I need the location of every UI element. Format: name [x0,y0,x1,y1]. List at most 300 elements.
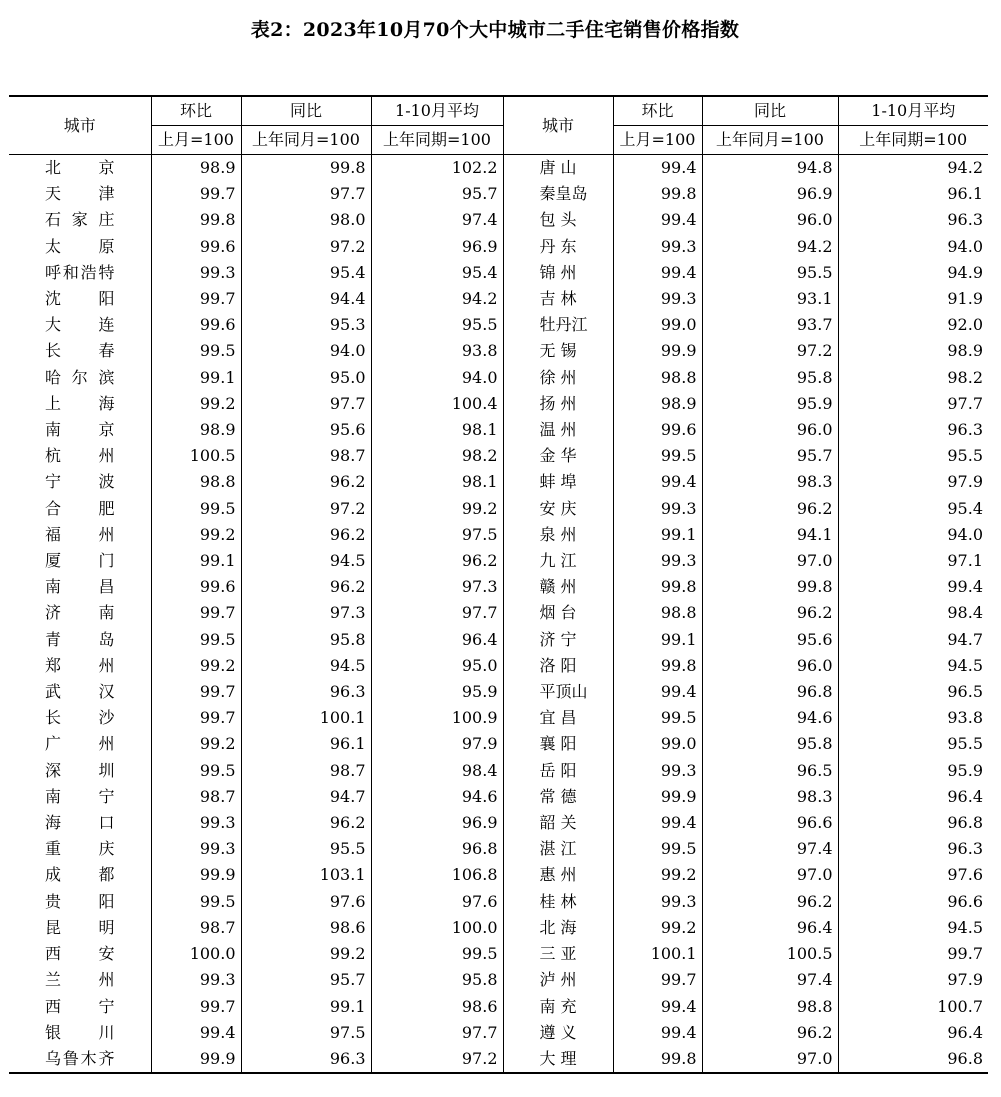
city-name-cell: 韶关 [503,810,613,836]
ytd-base-header-right: 上年同期=100 [838,126,988,155]
city-name-cell: 泉州 [503,522,613,548]
yoy-value-cell: 96.6 [702,810,838,836]
mom-base-header-left: 上月=100 [151,126,241,155]
yoy-value-cell: 103.1 [241,862,371,888]
table-row [9,994,988,1020]
table-row [9,653,988,679]
ytd-value-cell: 97.3 [371,574,503,600]
table-row [9,758,988,784]
yoy-value-cell: 94.0 [241,338,371,364]
mom-value-cell: 99.1 [151,365,241,391]
mom-value-cell: 99.7 [151,181,241,207]
ytd-value-cell: 96.8 [838,1046,988,1073]
yoy-value-cell: 95.6 [702,627,838,653]
mom-base-header-right: 上月=100 [613,126,702,155]
yoy-value-cell: 96.1 [241,731,371,757]
mom-value-cell: 100.1 [613,941,702,967]
ytd-value-cell: 95.8 [371,967,503,993]
ytd-value-cell: 98.4 [838,600,988,626]
ytd-value-cell: 94.7 [838,627,988,653]
table-row [9,705,988,731]
city-name-cell: 南宁 [45,786,115,806]
ytd-value-cell: 95.4 [838,496,988,522]
ytd-value-cell: 96.3 [838,417,988,443]
ytd-value-cell: 95.9 [838,758,988,784]
ytd-value-cell: 100.9 [371,705,503,731]
table-row [9,862,988,888]
yoy-value-cell: 96.2 [241,522,371,548]
mom-value-cell: 99.3 [613,889,702,915]
yoy-value-cell: 97.2 [241,496,371,522]
mom-value-cell: 99.3 [613,758,702,784]
city-name-cell: 呼和浩特 [45,262,115,282]
mom-value-cell: 99.2 [151,731,241,757]
ytd-value-cell: 96.4 [371,627,503,653]
mom-value-cell: 99.8 [613,1046,702,1073]
mom-value-cell: 98.7 [151,784,241,810]
city-column-header-left: 城市 [63,115,96,135]
yoy-value-cell: 97.0 [702,862,838,888]
city-name-cell: 南京 [45,420,115,440]
yoy-value-cell: 95.8 [702,365,838,391]
ytd-value-cell: 96.9 [371,234,503,260]
city-name-cell: 广州 [45,734,115,754]
mom-column-header-right: 环比 [613,96,702,126]
city-name-cell: 石家庄 [45,210,115,230]
mom-value-cell: 99.7 [151,600,241,626]
city-name-cell: 太原 [45,236,115,256]
yoy-value-cell: 99.1 [241,994,371,1020]
yoy-value-cell: 94.7 [241,784,371,810]
city-name-cell: 九江 [503,548,613,574]
ytd-value-cell: 93.8 [838,705,988,731]
ytd-value-cell: 98.4 [371,758,503,784]
mom-value-cell: 99.1 [613,627,702,653]
yoy-value-cell: 97.4 [702,836,838,862]
ytd-value-cell: 94.0 [838,234,988,260]
header-row-base [9,126,988,155]
mom-value-cell: 99.4 [151,1020,241,1046]
ytd-value-cell: 96.3 [838,207,988,233]
table-row [9,574,988,600]
header-row-top [9,96,988,126]
ytd-value-cell: 97.5 [371,522,503,548]
mom-value-cell: 99.4 [613,155,702,182]
mom-value-cell: 99.2 [151,653,241,679]
ytd-value-cell: 95.5 [838,731,988,757]
table-row [9,967,988,993]
mom-value-cell: 99.4 [613,260,702,286]
yoy-value-cell: 95.8 [702,731,838,757]
city-name-cell: 三亚 [503,941,613,967]
yoy-value-cell: 97.5 [241,1020,371,1046]
mom-value-cell: 99.3 [151,810,241,836]
city-name-cell: 包头 [503,207,613,233]
ytd-value-cell: 97.7 [838,391,988,417]
yoy-value-cell: 95.5 [702,260,838,286]
mom-value-cell: 99.4 [613,994,702,1020]
mom-value-cell: 99.8 [151,207,241,233]
mom-value-cell: 99.6 [613,417,702,443]
ytd-value-cell: 99.4 [838,574,988,600]
yoy-value-cell: 99.8 [702,574,838,600]
yoy-value-cell: 97.2 [702,338,838,364]
mom-value-cell: 99.2 [151,391,241,417]
yoy-base-header-right: 上年同月=100 [702,126,838,155]
city-name-cell: 遵义 [503,1020,613,1046]
mom-value-cell: 100.5 [151,443,241,469]
table-row [9,469,988,495]
city-name-cell: 西宁 [45,996,115,1016]
city-name-cell: 惠州 [503,862,613,888]
ytd-value-cell: 97.2 [371,1046,503,1073]
yoy-value-cell: 98.7 [241,443,371,469]
ytd-value-cell: 100.7 [838,994,988,1020]
mom-column-header-left: 环比 [151,96,241,126]
ytd-base-header-left: 上年同期=100 [371,126,503,155]
city-name-cell: 安庆 [503,496,613,522]
city-name-cell: 深圳 [45,760,115,780]
yoy-value-cell: 97.7 [241,391,371,417]
city-name-cell: 洛阳 [503,653,613,679]
mom-value-cell: 99.3 [613,548,702,574]
mom-value-cell: 98.9 [613,391,702,417]
yoy-value-cell: 95.5 [241,836,371,862]
mom-value-cell: 99.4 [613,1020,702,1046]
mom-value-cell: 99.9 [613,338,702,364]
yoy-value-cell: 97.4 [702,967,838,993]
ytd-value-cell: 96.1 [838,181,988,207]
city-name-cell: 重庆 [45,839,115,859]
table-row [9,600,988,626]
yoy-value-cell: 96.5 [702,758,838,784]
yoy-value-cell: 98.3 [702,784,838,810]
yoy-value-cell: 97.0 [702,1046,838,1073]
yoy-value-cell: 94.2 [702,234,838,260]
yoy-value-cell: 96.2 [241,469,371,495]
city-name-cell: 南昌 [45,577,115,597]
yoy-value-cell: 97.0 [702,548,838,574]
mom-value-cell: 99.5 [151,758,241,784]
ytd-value-cell: 97.9 [838,967,988,993]
yoy-value-cell: 98.7 [241,758,371,784]
yoy-value-cell: 94.5 [241,548,371,574]
city-name-cell: 大理 [503,1046,613,1073]
mom-value-cell: 99.8 [613,653,702,679]
yoy-value-cell: 100.1 [241,705,371,731]
ytd-value-cell: 97.1 [838,548,988,574]
ytd-value-cell: 96.4 [838,1020,988,1046]
yoy-value-cell: 95.6 [241,417,371,443]
ytd-value-cell: 95.9 [371,679,503,705]
mom-value-cell: 99.6 [151,574,241,600]
mom-value-cell: 99.9 [613,784,702,810]
mom-value-cell: 99.3 [151,836,241,862]
city-name-cell: 北海 [503,915,613,941]
ytd-value-cell: 99.2 [371,496,503,522]
ytd-value-cell: 91.9 [838,286,988,312]
ytd-value-cell: 94.5 [838,915,988,941]
table-row [9,784,988,810]
mom-value-cell: 99.5 [613,836,702,862]
city-name-cell: 桂林 [503,889,613,915]
mom-value-cell: 99.5 [151,338,241,364]
yoy-value-cell: 97.3 [241,600,371,626]
city-name-cell: 哈尔滨 [45,367,115,387]
yoy-value-cell: 95.3 [241,312,371,338]
mom-value-cell: 99.2 [613,915,702,941]
table-row [9,548,988,574]
ytd-value-cell: 94.5 [838,653,988,679]
city-name-cell: 常德 [503,784,613,810]
yoy-value-cell: 94.1 [702,522,838,548]
yoy-value-cell: 96.2 [241,810,371,836]
mom-value-cell: 98.8 [151,469,241,495]
ytd-value-cell: 97.9 [371,731,503,757]
table-row [9,155,988,182]
yoy-value-cell: 97.2 [241,234,371,260]
ytd-value-cell: 96.8 [838,810,988,836]
mom-value-cell: 99.3 [613,496,702,522]
ytd-value-cell: 98.2 [371,443,503,469]
city-name-cell: 湛江 [503,836,613,862]
mom-value-cell: 98.8 [613,600,702,626]
yoy-value-cell: 95.7 [241,967,371,993]
yoy-value-cell: 96.2 [241,574,371,600]
ytd-value-cell: 102.2 [371,155,503,182]
mom-value-cell: 99.5 [613,705,702,731]
ytd-value-cell: 96.2 [371,548,503,574]
city-name-cell: 温州 [503,417,613,443]
city-name-cell: 长沙 [45,708,115,728]
mom-value-cell: 99.4 [613,207,702,233]
city-name-cell: 泸州 [503,967,613,993]
ytd-value-cell: 96.8 [371,836,503,862]
table-row [9,679,988,705]
table-row [9,207,988,233]
ytd-value-cell: 97.9 [838,469,988,495]
yoy-column-header-right: 同比 [702,96,838,126]
table-row [9,1046,988,1073]
city-name-cell: 秦皇岛 [503,181,613,207]
city-name-cell: 宜昌 [503,705,613,731]
ytd-value-cell: 95.7 [371,181,503,207]
yoy-value-cell: 96.3 [241,679,371,705]
yoy-value-cell: 95.9 [702,391,838,417]
mom-value-cell: 99.0 [613,312,702,338]
mom-value-cell: 99.5 [151,496,241,522]
city-name-cell: 大连 [45,315,115,335]
yoy-value-cell: 94.8 [702,155,838,182]
mom-value-cell: 99.7 [613,967,702,993]
yoy-value-cell: 95.0 [241,365,371,391]
mom-value-cell: 99.3 [613,234,702,260]
ytd-value-cell: 100.4 [371,391,503,417]
mom-value-cell: 98.9 [151,155,241,182]
yoy-value-cell: 98.6 [241,915,371,941]
mom-value-cell: 99.1 [151,548,241,574]
table-row [9,889,988,915]
ytd-value-cell: 94.0 [371,365,503,391]
table-row [9,338,988,364]
yoy-value-cell: 96.2 [702,1020,838,1046]
table-row [9,312,988,338]
mom-value-cell: 98.9 [151,417,241,443]
yoy-value-cell: 98.3 [702,469,838,495]
table-row [9,234,988,260]
mom-value-cell: 98.7 [151,915,241,941]
city-name-cell: 青岛 [45,629,115,649]
yoy-value-cell: 95.4 [241,260,371,286]
yoy-value-cell: 96.0 [702,653,838,679]
city-name-cell: 扬州 [503,391,613,417]
city-name-cell: 杭州 [45,446,115,466]
mom-value-cell: 99.4 [613,810,702,836]
city-name-cell: 上海 [45,393,115,413]
table-row [9,365,988,391]
mom-value-cell: 99.8 [613,181,702,207]
city-name-cell: 银川 [45,1022,115,1042]
city-name-cell: 昆明 [45,917,115,937]
yoy-value-cell: 96.2 [702,600,838,626]
yoy-value-cell: 98.0 [241,207,371,233]
yoy-value-cell: 96.2 [702,496,838,522]
ytd-value-cell: 92.0 [838,312,988,338]
mom-value-cell: 99.5 [151,889,241,915]
mom-value-cell: 99.2 [151,522,241,548]
city-name-cell: 贵阳 [45,891,115,911]
mom-value-cell: 99.4 [613,679,702,705]
ytd-value-cell: 95.5 [371,312,503,338]
mom-value-cell: 99.7 [151,286,241,312]
mom-value-cell: 99.7 [151,679,241,705]
city-name-cell: 西安 [45,944,115,964]
table-row [9,810,988,836]
mom-value-cell: 99.9 [151,862,241,888]
mom-value-cell: 99.0 [613,731,702,757]
city-name-cell: 唐山 [503,155,613,182]
ytd-value-cell: 94.6 [371,784,503,810]
yoy-value-cell: 97.7 [241,181,371,207]
city-name-cell: 无锡 [503,338,613,364]
mom-value-cell: 99.5 [613,443,702,469]
city-name-cell: 郑州 [45,655,115,675]
table-row [9,1020,988,1046]
mom-value-cell: 99.2 [613,862,702,888]
yoy-value-cell: 96.9 [702,181,838,207]
ytd-column-header-left: 1-10月平均 [371,96,503,126]
table-row [9,181,988,207]
city-name-cell: 海口 [45,813,115,833]
city-name-cell: 北京 [45,158,115,177]
ytd-value-cell: 98.9 [838,338,988,364]
ytd-value-cell: 98.1 [371,417,503,443]
yoy-value-cell: 95.8 [241,627,371,653]
city-name-cell: 烟台 [503,600,613,626]
yoy-value-cell: 100.5 [702,941,838,967]
mom-value-cell: 99.6 [151,312,241,338]
city-name-cell: 南充 [503,994,613,1020]
city-name-cell: 济南 [45,603,115,623]
mom-value-cell: 100.0 [151,941,241,967]
yoy-value-cell: 94.6 [702,705,838,731]
ytd-value-cell: 94.9 [838,260,988,286]
city-name-cell: 金华 [503,443,613,469]
yoy-value-cell: 93.7 [702,312,838,338]
ytd-value-cell: 96.5 [838,679,988,705]
city-name-cell: 武汉 [45,682,115,702]
ytd-value-cell: 95.4 [371,260,503,286]
yoy-value-cell: 94.5 [241,653,371,679]
city-name-cell: 宁波 [45,472,115,492]
city-name-cell: 兰州 [45,970,115,990]
mom-value-cell: 99.1 [613,522,702,548]
table-row [9,731,988,757]
ytd-value-cell: 93.8 [371,338,503,364]
ytd-value-cell: 95.5 [838,443,988,469]
mom-value-cell: 99.7 [151,994,241,1020]
table-row [9,627,988,653]
city-name-cell: 长春 [45,341,115,361]
city-name-cell: 厦门 [45,551,115,571]
ytd-value-cell: 96.4 [838,784,988,810]
table-row [9,417,988,443]
table-row [9,941,988,967]
yoy-value-cell: 98.8 [702,994,838,1020]
ytd-value-cell: 98.1 [371,469,503,495]
city-name-cell: 襄阳 [503,731,613,757]
yoy-value-cell: 93.1 [702,286,838,312]
yoy-value-cell: 96.8 [702,679,838,705]
city-column-header-right: 城市 [503,96,613,155]
page-title: 表2：2023年10月70个大中城市二手住宅销售价格指数 [250,19,740,41]
mom-value-cell: 99.3 [151,967,241,993]
city-name-cell: 合肥 [45,498,115,518]
city-name-cell: 济宁 [503,627,613,653]
ytd-value-cell: 97.6 [371,889,503,915]
ytd-value-cell: 96.3 [838,836,988,862]
ytd-value-cell: 96.6 [838,889,988,915]
ytd-value-cell: 94.2 [371,286,503,312]
city-name-cell: 天津 [45,184,115,204]
city-name-cell: 沈阳 [45,289,115,309]
mom-value-cell: 99.3 [613,286,702,312]
table-row [9,915,988,941]
yoy-value-cell: 96.0 [702,207,838,233]
mom-value-cell: 99.7 [151,705,241,731]
table-row [9,836,988,862]
yoy-value-cell: 99.8 [241,155,371,182]
yoy-value-cell: 96.2 [702,889,838,915]
city-name-cell: 福州 [45,524,115,544]
ytd-value-cell: 97.6 [838,862,988,888]
city-name-cell: 吉林 [503,286,613,312]
mom-value-cell: 99.5 [151,627,241,653]
mom-value-cell: 99.4 [613,469,702,495]
ytd-value-cell: 98.6 [371,994,503,1020]
yoy-value-cell: 96.3 [241,1046,371,1073]
ytd-value-cell: 97.7 [371,1020,503,1046]
mom-value-cell: 99.3 [151,260,241,286]
city-name-cell: 丹东 [503,234,613,260]
city-name-cell: 赣州 [503,574,613,600]
ytd-value-cell: 97.7 [371,600,503,626]
ytd-value-cell: 98.2 [838,365,988,391]
yoy-value-cell: 96.4 [702,915,838,941]
mom-value-cell: 99.6 [151,234,241,260]
table-body [9,155,988,1074]
city-name-cell: 牡丹江 [503,312,613,338]
